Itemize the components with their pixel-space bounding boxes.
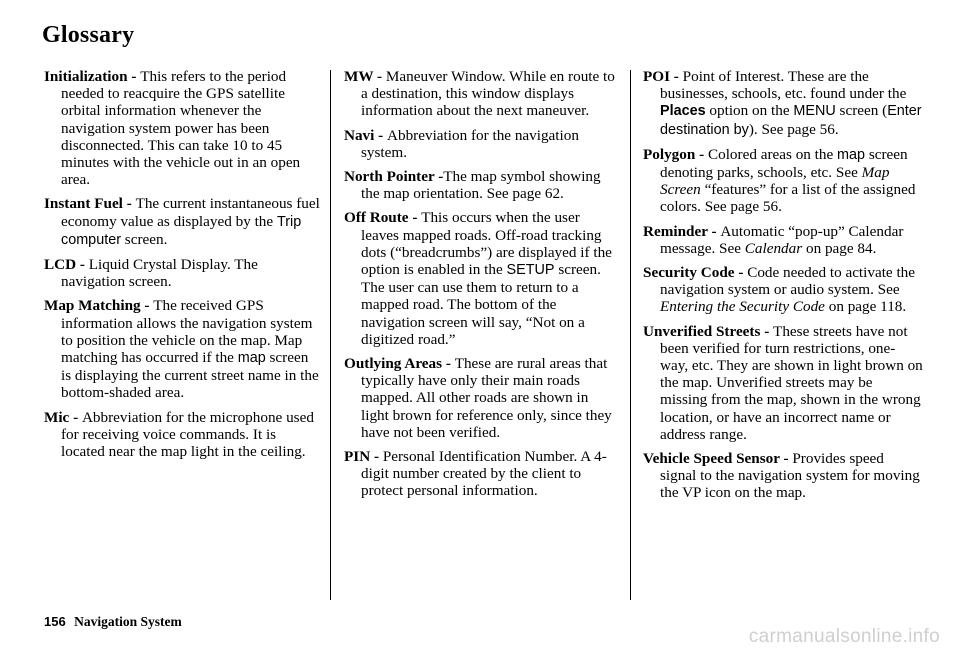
glossary-entry xyxy=(344,127,618,161)
glossary-entry xyxy=(643,68,923,139)
glossary-term: Initialization - xyxy=(44,68,141,85)
watermark: carmanualsonline.info xyxy=(748,626,940,647)
glossary-definition: Calendar xyxy=(744,239,803,257)
glossary-term: Navi - xyxy=(344,126,388,144)
glossary-definition: This occurs when the user leaves mapped roads. Off-road tracking dots (“breadcrumbs”) are displayed if the option is enabled in the xyxy=(361,209,612,279)
column-divider xyxy=(330,70,331,600)
glossary-definition: These streets have not been verified for turn restrictions, one-way, etc. They are shown in light brown on the map. Unverified streets may be missing from the map, shown in the wrong location, or have an incorrect name or address range. xyxy=(660,322,923,443)
glossary-entry xyxy=(643,323,923,443)
glossary-definition: Abbreviation for the microphone used for receiving voice commands. It is located near the map light in the ceiling. xyxy=(61,408,314,461)
glossary-entry xyxy=(643,223,923,257)
glossary-definition: Enter destination by xyxy=(660,103,922,138)
page-number: 156 xyxy=(44,614,66,629)
glossary-definition: Code needed to activate the navigation system or audio system. See xyxy=(660,264,916,299)
glossary-definition: The current instantaneous fuel economy value as displayed by the xyxy=(61,195,320,230)
glossary-definition: Entering the Security Code xyxy=(660,298,825,316)
glossary-definition: The received GPS information allows the navigation system to position the vehicle on the map. Map matching has occurred if the xyxy=(61,297,313,367)
glossary-term: PIN - xyxy=(344,448,383,466)
glossary-definition: map xyxy=(837,146,866,163)
glossary-term: Polygon - xyxy=(643,145,708,163)
glossary-definition: Abbreviation for the navigation system. xyxy=(361,126,579,161)
glossary-term: North Pointer - xyxy=(344,168,444,186)
glossary-entry xyxy=(643,450,923,502)
glossary-entry xyxy=(44,68,322,188)
glossary-term: LCD - xyxy=(44,256,89,274)
glossary-entry xyxy=(44,297,322,401)
glossary-definition: screen. The user can use them to return to a mapped road. The bottom of the navigation screen will say, “Not on a digitized road.” xyxy=(361,261,601,348)
glossary-definition: screen denoting parks, schools, etc. See xyxy=(660,145,908,182)
glossary-entry xyxy=(344,168,618,202)
glossary-entry xyxy=(643,146,923,216)
glossary-term: Vehicle Speed Sensor - xyxy=(643,450,793,468)
glossary-definition: SETUP xyxy=(506,262,555,279)
glossary-definition: screen ( xyxy=(835,102,888,120)
footer-label: Navigation System xyxy=(74,614,182,629)
glossary-entry xyxy=(44,409,322,461)
glossary-column-3 xyxy=(643,68,923,509)
glossary-entry xyxy=(344,355,618,441)
glossary-definition: Liquid Crystal Display. The navigation screen. xyxy=(61,256,258,291)
page-title: Glossary xyxy=(42,22,135,48)
glossary-term: Mic - xyxy=(44,408,82,426)
glossary-column-1 xyxy=(44,68,322,467)
glossary-term: MW - xyxy=(344,68,386,85)
glossary-term: Map Matching - xyxy=(44,297,154,315)
glossary-column-2 xyxy=(344,68,618,507)
glossary-definition: MENU xyxy=(793,103,836,120)
glossary-definition: screen is displaying the current street name in the bottom-shaded area. xyxy=(61,349,319,402)
glossary-definition: screen. xyxy=(121,230,168,248)
glossary-definition: Trip computer xyxy=(61,213,302,248)
glossary-term: Instant Fuel - xyxy=(44,195,136,213)
glossary-term: Security Code - xyxy=(643,264,748,282)
glossary-term: Outlying Areas - xyxy=(344,355,455,373)
glossary-definition: The map symbol showing the map orientation. See page 62. xyxy=(361,168,601,203)
column-divider xyxy=(630,70,631,600)
page-footer xyxy=(44,614,182,630)
glossary-definition: option on the xyxy=(705,102,794,120)
glossary-definition: These are rural areas that typically have only their main roads mapped. All other roads are shown in light brown for reference only, since they have not been verified. xyxy=(361,355,612,441)
glossary-definition: Map Screen xyxy=(660,164,890,199)
glossary-term: Unverified Streets - xyxy=(643,322,774,340)
glossary-definition: Automatic “pop-up” Calendar message. See xyxy=(660,222,904,257)
glossary-definition: Personal Identification Number. A 4-digit number created by the client to protect personal information. xyxy=(361,448,607,500)
glossary-definition: Maneuver Window. While en route to a destination, this window displays information about the next maneuver. xyxy=(361,68,615,120)
glossary-term: Reminder - xyxy=(643,222,721,240)
glossary-definition: on page 118. xyxy=(824,298,907,316)
glossary-definition: map xyxy=(237,350,266,367)
glossary-entry xyxy=(344,68,618,120)
glossary-definition: Colored areas on the xyxy=(707,145,838,163)
glossary-entry xyxy=(44,256,322,290)
glossary-definition: Point of Interest. These are the businesses, schools, etc. found under the xyxy=(660,68,907,103)
glossary-definition: This refers to the period needed to reacquire the GPS satellite orbital information whenever the navigation system power has been disconnected. This can take 10 to 45 minutes with the vehicle out in an open area. xyxy=(61,68,301,189)
glossary-term: POI - xyxy=(643,68,683,85)
glossary-entry xyxy=(643,264,923,316)
glossary-definition: ). See page 56. xyxy=(748,120,839,138)
glossary-entry xyxy=(344,209,618,348)
glossary-term: Off Route - xyxy=(344,209,422,227)
glossary-definition: “features” for a list of the assigned colors. See page 56. xyxy=(660,181,916,216)
glossary-entry xyxy=(344,448,618,500)
glossary-definition: on page 84. xyxy=(802,239,877,257)
glossary-definition: Places xyxy=(660,103,706,120)
glossary-definition: Provides speed signal to the navigation system for moving the VP icon on the map. xyxy=(660,450,920,502)
glossary-entry xyxy=(44,195,322,249)
